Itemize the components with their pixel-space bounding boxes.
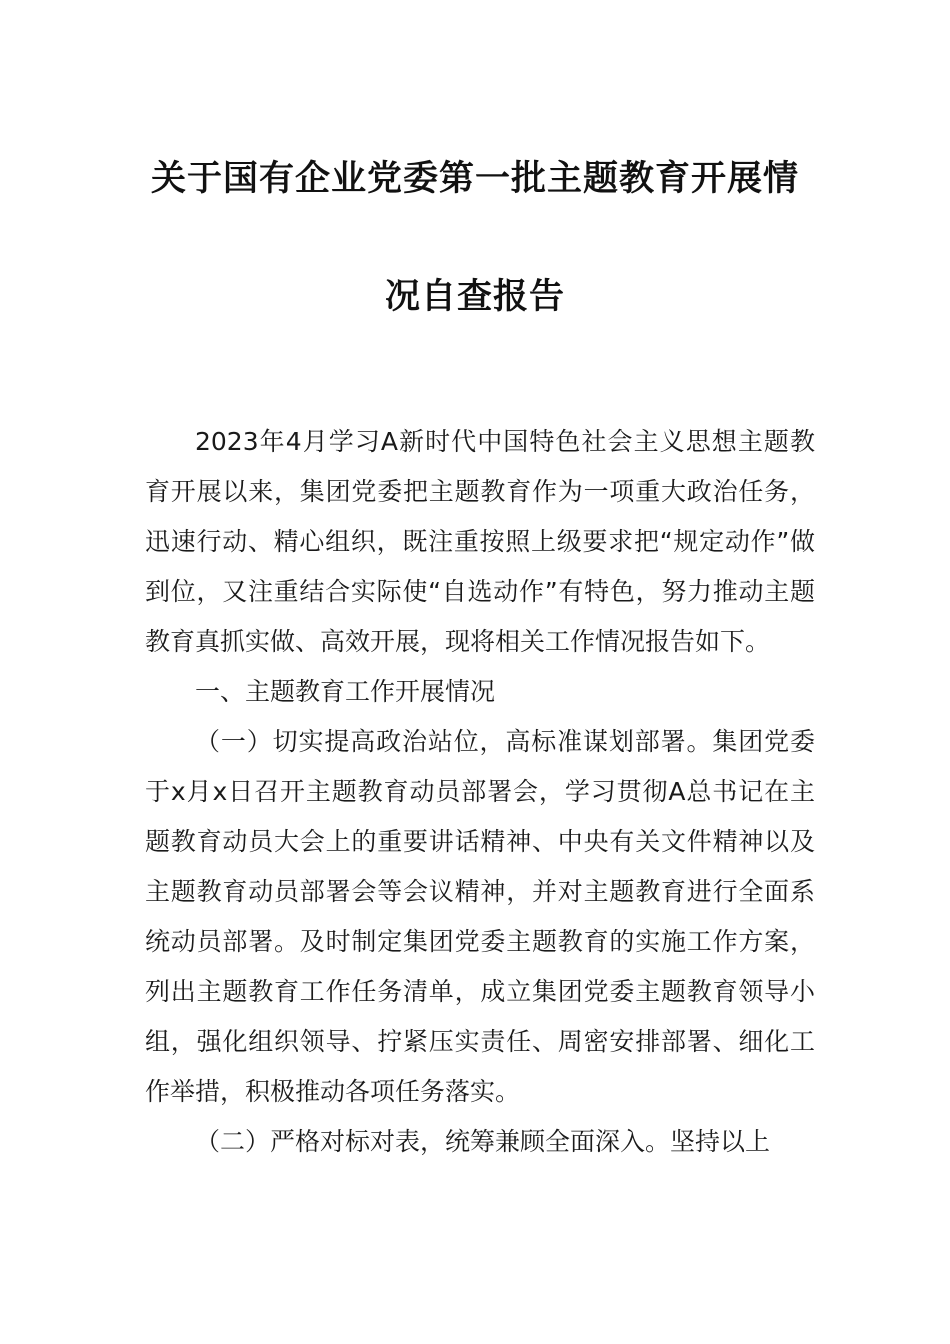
paragraph-subsection-2: （二）严格对标对表，统筹兼顾全面深入。坚持以上 bbox=[195, 1127, 771, 1156]
document-body bbox=[145, 417, 815, 1167]
paragraph-intro: 2023年4月学习A新时代中国特色社会主义思想主题教育开展以来，集团党委把主题教育作为一项重大政治任务，迅速行动、精心组织，既注重按照上级要求把“规定动作”做到位，又注重结合实际使“自选动作”有特色，努力推动主题教育真抓实做、高效开展，现将相关工作情况报告如下。 bbox=[145, 427, 815, 656]
document-title-line-2: 况自查报告 bbox=[384, 277, 565, 317]
document-title-line-1: 关于国有企业党委第一批主题教育开展情 bbox=[150, 159, 799, 199]
paragraph-subsection-1: （一）切实提高政治站位，高标准谋划部署。集团党委于x月x日召开主题教育动员部署会，学习贯彻A总书记在主题教育动员大会上的重要讲话精神、中央有关文件精神以及主题教育动员部署会等会议精神，并对主题教育进行全面系统动员部署。及时制定集团党委主题教育的实施工作方案，列出主题教育工作任务清单，成立集团党委主题教育领导小组，强化组织领导、拧紧压实责任、周密安排部署、细化工作举措，积极推动各项任务落实。 bbox=[145, 727, 815, 1106]
section-heading-1: 一、主题教育工作开展情况 bbox=[195, 677, 496, 706]
